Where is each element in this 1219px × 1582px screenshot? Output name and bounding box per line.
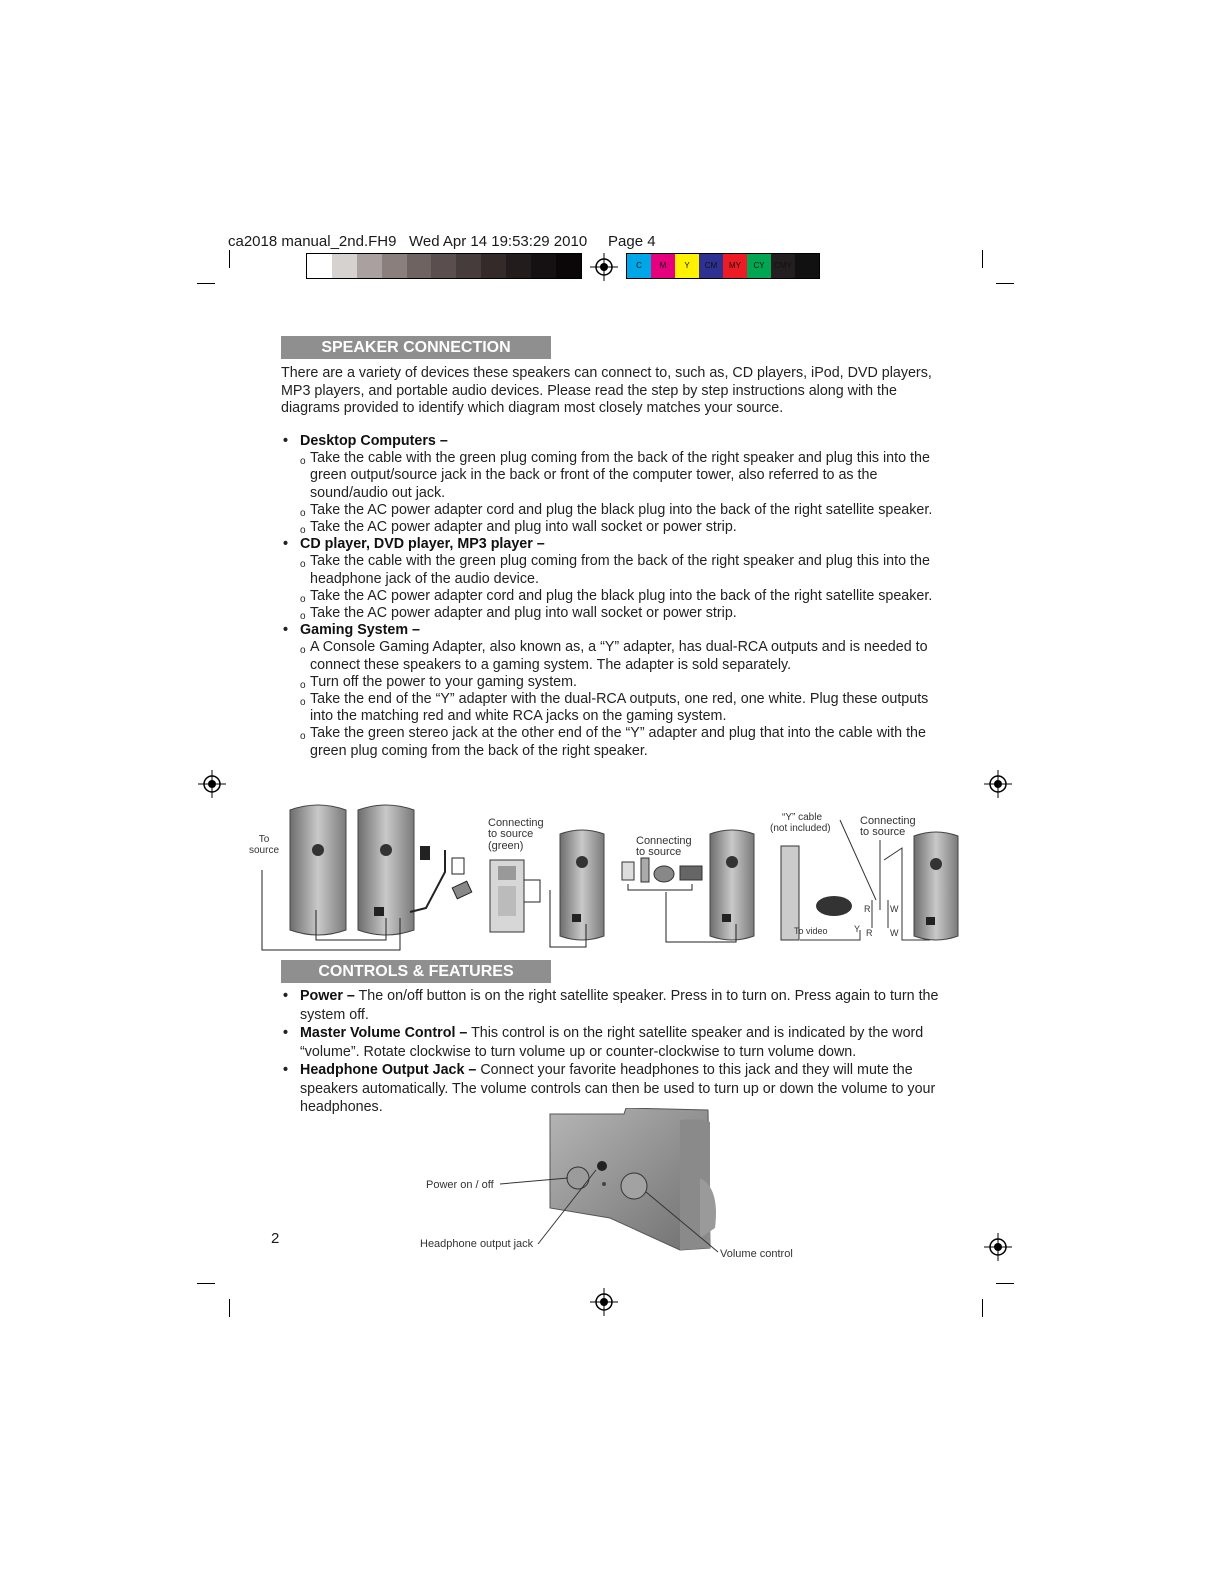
color-swatch: CM [699, 254, 723, 278]
wall-outlet-icon [452, 858, 464, 874]
color-calibration-strip [626, 253, 820, 279]
gray-swatch [556, 254, 581, 278]
speaker-diagram4-icon [914, 832, 958, 940]
section-title-controls: CONTROLS & FEATURES [281, 960, 551, 983]
crop-mark [982, 250, 983, 268]
ac-adapter-icon [452, 881, 472, 899]
slug-date: Wed Apr 14 19:53:29 2010 [408, 233, 588, 250]
crop-mark [996, 1283, 1014, 1284]
crop-mark [229, 1299, 230, 1317]
gray-swatch [531, 254, 556, 278]
gray-calibration-strip [306, 253, 582, 279]
list-item: • Master Volume Control – This control is on the right satellite speaker and is indicated by the word “volume”. Rotate clockwise to turn volume up or counter-clockwise to turn volume down. [283, 1025, 924, 1060]
speaker-left-icon [290, 805, 346, 935]
gray-swatch [481, 254, 506, 278]
sub-item: o A Console Gaming Adapter, also known as, a “Y” adapter, has dual-RCA outputs and is needed to connect these speakers to a gaming system. The adapter is sold separately. [300, 639, 928, 673]
ipod-icon [622, 862, 634, 880]
headphone-jack-icon [597, 1161, 607, 1171]
control-panel-diagram [410, 1108, 810, 1268]
power-button-icon [567, 1167, 589, 1189]
gray-swatch [506, 254, 531, 278]
page-number: 2 [271, 1230, 280, 1247]
bullet-heading: CD player, DVD player, MP3 player – [300, 536, 545, 553]
color-swatch: Y [675, 254, 699, 278]
speaker-diagram2-icon [560, 830, 604, 940]
sub-item: o Take the AC power adapter cord and plug the black plug into the back of the right satellite speaker. [300, 587, 933, 605]
list-item: • CD player, DVD player, MP3 player – [283, 536, 545, 553]
game-controller-icon [816, 896, 852, 916]
registration-mark-icon [590, 253, 618, 281]
color-swatch: MY [723, 254, 747, 278]
computer-tower-icon [490, 860, 524, 932]
registration-mark-icon [984, 770, 1012, 798]
crop-mark [197, 283, 215, 284]
label-r: R [864, 904, 871, 914]
print-slug [228, 233, 656, 250]
color-swatch: CY [747, 254, 771, 278]
gray-swatch [456, 254, 481, 278]
label-connecting-source-1: Connecting to source [636, 835, 692, 858]
color-swatch: K [795, 254, 819, 278]
gray-swatch [332, 254, 357, 278]
list-item: • Headphone Output Jack – Connect your favorite headphones to this jack and they will mute the speakers automatically. The volume controls can then be used to turn up or down the volume to your headphones. [283, 1062, 936, 1115]
power-socket-icon [420, 846, 430, 860]
slug-page: Page 4 [608, 233, 656, 250]
label-w2: W [890, 928, 899, 938]
connection-diagram [240, 800, 970, 960]
color-swatch: C [627, 254, 651, 278]
sub-item: o Turn off the power to your gaming system. [300, 673, 577, 691]
crop-mark [229, 250, 230, 268]
crop-mark [996, 283, 1014, 284]
volume-knob-icon [621, 1173, 647, 1199]
registration-mark-icon [984, 1233, 1012, 1261]
color-swatch: M [651, 254, 675, 278]
sub-item: o Take the end of the “Y” adapter with the dual-RCA outputs, one red, one white. Plug these outputs into the matching red and white RCA jacks on the gaming system. [300, 691, 929, 725]
sub-item: o Take the cable with the green plug coming from the back of the right speaker and plug this into the headphone jack of the audio device. [300, 553, 930, 587]
callout-headphone: Headphone output jack [420, 1238, 534, 1250]
sub-item: o Take the AC power adapter cord and plug the black plug into the back of the right satellite speaker. [300, 501, 933, 519]
speaker-diagram3-icon [710, 830, 754, 940]
list-item: • Desktop Computers – [283, 433, 448, 449]
label-connecting-source-2: Connecting to source [860, 815, 916, 838]
gray-swatch [382, 254, 407, 278]
label-w: W [890, 904, 899, 914]
color-swatch: CMY [771, 254, 795, 278]
gray-swatch [431, 254, 456, 278]
sub-item: o Take the cable with the green plug coming from the back of the right speaker and plug this into the green output/source jack in the back or front of the computer tower, also referred to as the sound/audio out jack. [300, 450, 930, 501]
bullet-heading: Gaming System – [300, 622, 420, 639]
label-to-video: To video [794, 926, 828, 936]
registration-mark-icon [590, 1288, 618, 1316]
speaker-right-icon [358, 805, 414, 935]
callout-volume: Volume control [720, 1248, 793, 1260]
list-item: • Power – The on/off button is on the right satellite speaker. Press in to turn on. Press again to turn the system off. [283, 988, 939, 1023]
gray-swatch [357, 254, 382, 278]
section-title-speaker-connection: SPEAKER CONNECTION [281, 336, 551, 359]
label-y: Y [854, 924, 861, 934]
label-connecting-green: Connecting to source (green) [488, 817, 544, 852]
connection-list [281, 433, 941, 760]
dvd-player-icon [680, 866, 702, 880]
bullet-heading: Desktop Computers – [300, 433, 448, 449]
controls-list [281, 987, 941, 1117]
registration-mark-icon [198, 770, 226, 798]
label-y-cable: “Y” cable (not included) [770, 812, 831, 834]
gray-swatch [307, 254, 332, 278]
mp3-player-icon [641, 858, 649, 882]
sub-item: o Take the AC power adapter and plug into wall socket or power strip. [300, 519, 737, 537]
sub-item: o Take the green stereo jack at the other end of the “Y” adapter and plug that into the cable with the green plug coming from the back of the right speaker. [300, 725, 926, 759]
cd-player-icon [654, 866, 674, 882]
callout-power: Power on / off [426, 1179, 494, 1191]
label-to-source: To source [248, 834, 280, 856]
sub-item: o Take the AC power adapter and plug into wall socket or power strip. [300, 605, 737, 623]
crop-mark [197, 1283, 215, 1284]
slug-file: ca2018 manual_2nd.FH9 [228, 233, 397, 250]
label-r2: R [866, 928, 873, 938]
gray-swatch [407, 254, 432, 278]
list-item: • Gaming System – [283, 622, 420, 639]
intro-paragraph: There are a variety of devices these speakers can connect to, such as, CD players, iPod, DVD players, MP3 players, and portable audio devices. Please read the step by step instructions along with the diagrams provided to identify which diagram most closely matches your source. [281, 365, 932, 416]
crop-mark [982, 1299, 983, 1317]
